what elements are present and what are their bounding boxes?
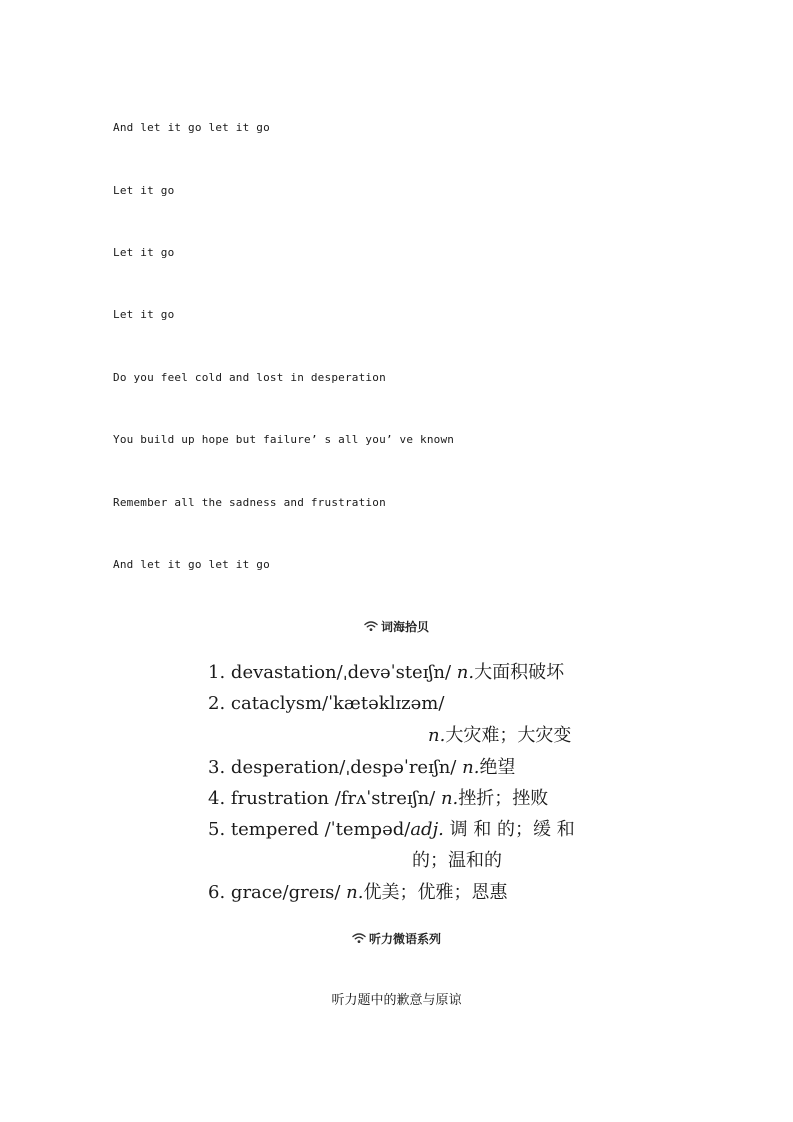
- vocab-item-1: [208, 661, 564, 685]
- vocab-pos: adj.: [410, 819, 444, 840]
- vocab-meaning: 大面积破坏: [474, 662, 565, 683]
- vocab-meaning: 挫折；挫败: [458, 788, 549, 809]
- listening-subtitle: 听力题中的歉意与原谅: [331, 993, 462, 1008]
- vocab-num: 4.: [208, 788, 226, 809]
- vocab-word: devastation: [230, 662, 337, 683]
- wifi-icon: [364, 620, 378, 632]
- lyric-line-3: Let it go: [113, 246, 175, 259]
- vocab-pos: n.: [428, 725, 446, 746]
- vocab-heading-text: 词海拾贝: [380, 620, 429, 634]
- vocab-section-heading: [0, 619, 793, 635]
- lyric-line-2: Let it go: [113, 184, 175, 197]
- vocab-item-4: [208, 787, 548, 811]
- vocab-ipa: /ˈkætəklɪzəm/: [322, 693, 445, 714]
- vocab-word: frustration: [230, 788, 330, 809]
- lyric-line-7: Remember all the sadness and frustration: [113, 496, 386, 509]
- vocab-meaning-cont: 的；温和的: [412, 850, 502, 871]
- lyric-line-5: Do you feel cold and lost in desperation: [113, 371, 386, 384]
- vocab-ipa: /ˌdevəˈsteɪʃn/: [336, 662, 452, 683]
- vocab-ipa: /frʌˈstreɪʃn/: [334, 788, 436, 809]
- vocab-meaning: 优美；优雅；恩惠: [363, 882, 508, 903]
- vocab-word: grace: [230, 882, 283, 903]
- lyric-line-6: You build up hope but failure’ s all you’ ve known: [113, 433, 455, 446]
- vocab-num: 3.: [208, 757, 226, 778]
- vocab-item-5-meaning-cont: [412, 849, 502, 873]
- vocab-item-5: [208, 818, 575, 842]
- lyric-line-1: And let it go let it go: [113, 121, 270, 134]
- vocab-word: tempered: [230, 819, 319, 840]
- vocab-num: 1.: [208, 662, 226, 683]
- vocab-item-2: [208, 692, 444, 716]
- vocab-item-3: [208, 756, 515, 780]
- vocab-item-6: [208, 881, 507, 905]
- vocab-meaning: 大灾难；大灾变: [445, 725, 572, 746]
- vocab-pos: n.: [346, 882, 364, 903]
- vocab-ipa: /ˌdespəˈreɪʃn/: [339, 757, 457, 778]
- vocab-num: 6.: [208, 882, 226, 903]
- vocab-meaning: 调 和 的；缓 和: [449, 819, 575, 840]
- vocab-word: cataclysm: [230, 693, 323, 714]
- lyric-line-4: Let it go: [113, 308, 175, 321]
- listening-heading-text: 听力微语系列: [368, 932, 441, 946]
- vocab-pos: n.: [456, 662, 475, 683]
- vocab-ipa: /ˈtempəd/: [324, 819, 411, 840]
- listening-section-heading: [0, 931, 793, 947]
- vocab-word: desperation: [230, 757, 340, 778]
- vocab-num: 2.: [208, 693, 226, 714]
- vocab-meaning: 绝望: [479, 757, 516, 778]
- vocab-ipa: /greɪs/: [282, 882, 341, 903]
- lyric-line-8: And let it go let it go: [113, 558, 270, 571]
- vocab-pos: n.: [440, 788, 459, 809]
- vocab-item-2-meaning-line: [428, 724, 571, 748]
- vocab-num: 5.: [208, 819, 226, 840]
- vocab-pos: n.: [462, 757, 480, 778]
- wifi-icon: [352, 932, 366, 944]
